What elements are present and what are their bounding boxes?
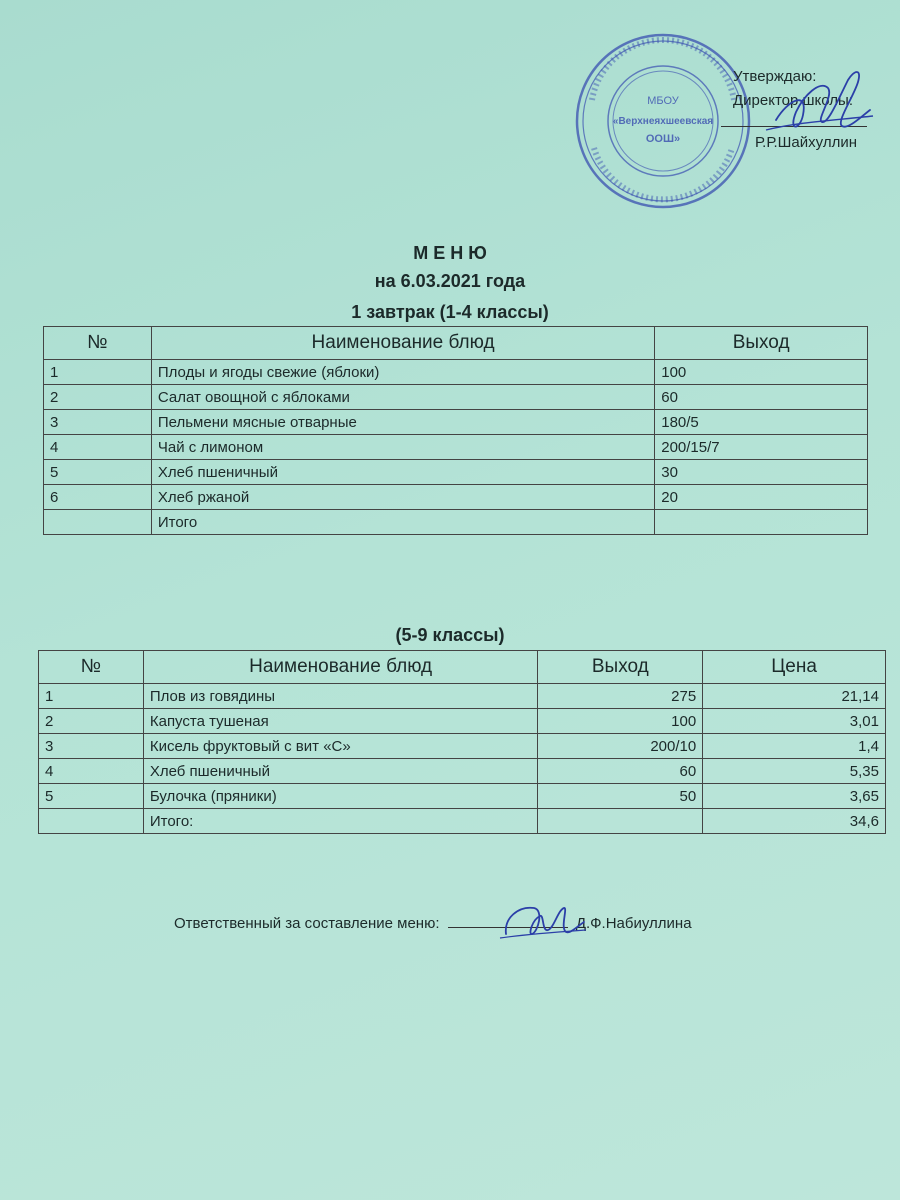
approve-label: Утверждаю:	[733, 68, 817, 85]
dish-name: Пельмени мясные отварные	[151, 410, 654, 435]
director-label: Директор школы:	[733, 92, 853, 109]
row-number: 4	[44, 435, 152, 460]
menu-table-5-9	[38, 650, 886, 834]
seal-center-mid: «Верхнеяхшеевская	[612, 116, 714, 127]
responsible-name: Д.Ф.Набиуллина	[575, 915, 692, 932]
row-number: 3	[39, 734, 144, 759]
menu-table-1-4	[43, 326, 868, 535]
dish-price: 1,4	[703, 734, 886, 759]
row-number: 5	[39, 784, 144, 809]
dish-name: Чай с лимоном	[151, 435, 654, 460]
dish-output: 30	[655, 460, 868, 485]
row-number: 2	[44, 385, 152, 410]
total-label: Итого	[151, 510, 654, 535]
dish-price: 3,01	[703, 709, 886, 734]
table-header-row	[44, 327, 868, 360]
table-row	[44, 385, 868, 410]
total-price: 34,6	[703, 809, 886, 834]
dish-output: 200/15/7	[655, 435, 868, 460]
director-name: Р.Р.Шайхуллин	[755, 134, 857, 151]
table-total-row	[44, 510, 868, 535]
col-output-header: Выход	[538, 651, 703, 684]
dish-name: Капуста тушеная	[143, 709, 538, 734]
dish-name: Салат овощной с яблоками	[151, 385, 654, 410]
seal-center-top: МБОУ	[647, 95, 679, 107]
col-name-header: Наименование блюд	[151, 327, 654, 360]
total-label: Итого:	[143, 809, 538, 834]
row-number: 5	[44, 460, 152, 485]
table-row	[44, 360, 868, 385]
dish-name: Хлеб пшеничный	[151, 460, 654, 485]
table-row	[44, 485, 868, 510]
row-number: 4	[39, 759, 144, 784]
responsible-line	[174, 913, 692, 932]
dish-name: Кисель фруктовый с вит «С»	[143, 734, 538, 759]
table-row	[39, 759, 886, 784]
menu-title: М Е Н Ю	[413, 243, 487, 263]
dish-name: Хлеб пшеничный	[143, 759, 538, 784]
responsible-label: Ответственный за составление меню:	[174, 915, 440, 932]
col-number-header: №	[39, 651, 144, 684]
meal-title: 1 завтрак (1-4 классы)	[351, 302, 549, 322]
table-row	[39, 684, 886, 709]
dish-price: 21,14	[703, 684, 886, 709]
dish-output: 100	[538, 709, 703, 734]
dish-output: 60	[538, 759, 703, 784]
dish-output: 50	[538, 784, 703, 809]
table-row	[39, 709, 886, 734]
table-row	[44, 460, 868, 485]
dish-output: 200/10	[538, 734, 703, 759]
row-number: 6	[44, 485, 152, 510]
row-number: 1	[44, 360, 152, 385]
dish-output: 100	[655, 360, 868, 385]
col-output-header: Выход	[655, 327, 868, 360]
table-row	[44, 435, 868, 460]
seal-center-bot: ООШ»	[645, 133, 681, 145]
row-number: 1	[39, 684, 144, 709]
col-number-header: №	[44, 327, 152, 360]
dish-price: 3,65	[703, 784, 886, 809]
director-signature	[758, 60, 878, 150]
dish-name: Хлеб ржаной	[151, 485, 654, 510]
row-number: 3	[44, 410, 152, 435]
table-row	[44, 410, 868, 435]
dish-name: Плоды и ягоды свежие (яблоки)	[151, 360, 654, 385]
dish-output: 275	[538, 684, 703, 709]
responsible-signature	[498, 898, 588, 946]
menu-date: на 6.03.2021 года	[374, 271, 526, 291]
row-number: 2	[39, 709, 144, 734]
school-seal-stamp	[572, 30, 754, 212]
table-total-row	[39, 809, 886, 834]
section-title-5-9: (5-9 классы)	[395, 625, 505, 645]
dish-name: Плов из говядины	[143, 684, 538, 709]
dish-output: 20	[655, 485, 868, 510]
dish-output: 60	[655, 385, 868, 410]
dish-name: Булочка (пряники)	[143, 784, 538, 809]
table-row	[39, 734, 886, 759]
dish-price: 5,35	[703, 759, 886, 784]
col-name-header: Наименование блюд	[143, 651, 538, 684]
col-price-header: Цена	[703, 651, 886, 684]
table-row	[39, 784, 886, 809]
table-header-row	[39, 651, 886, 684]
dish-output: 180/5	[655, 410, 868, 435]
